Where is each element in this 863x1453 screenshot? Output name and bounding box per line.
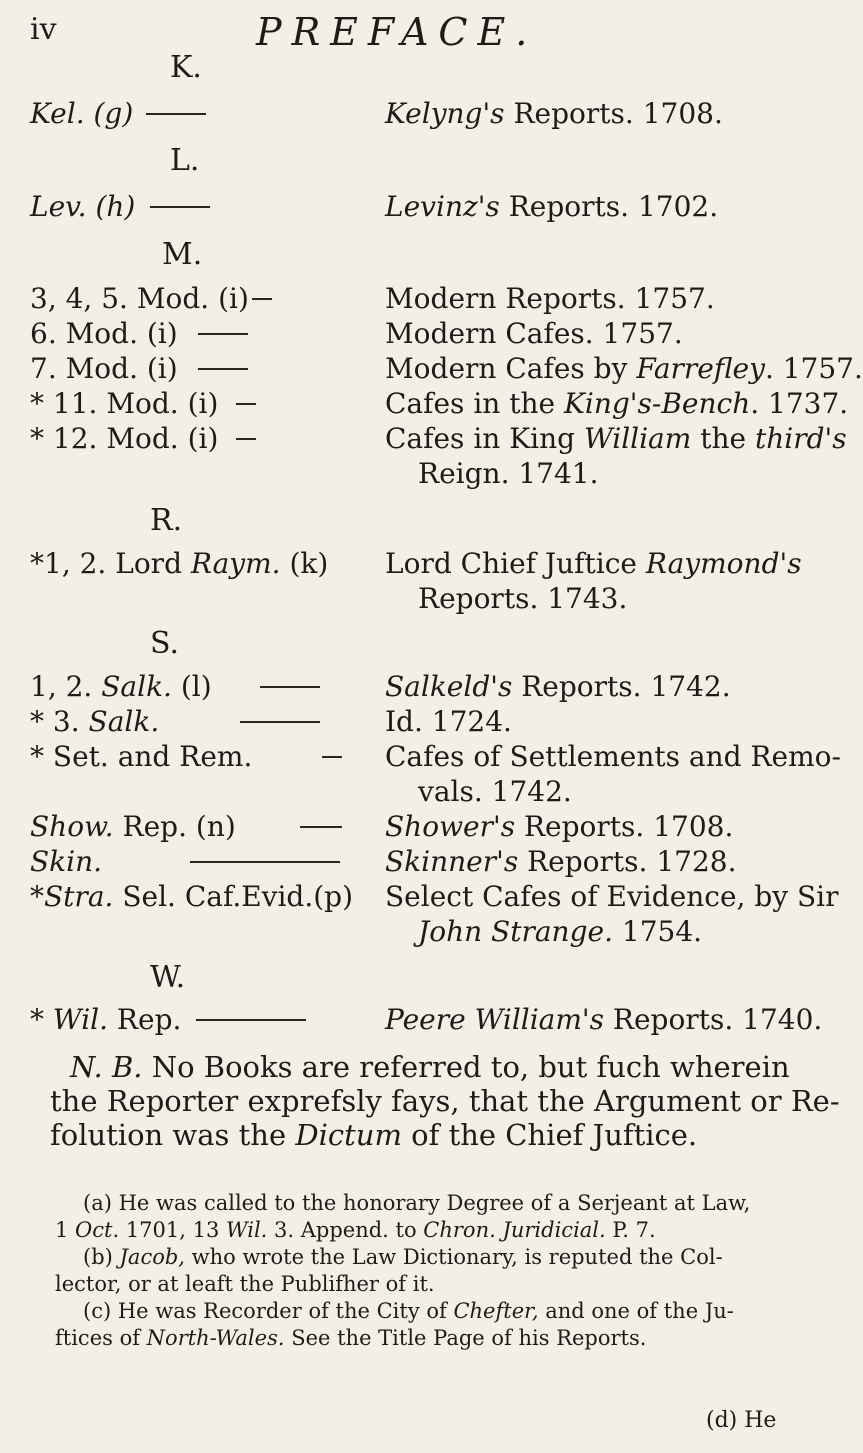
raym-description: Lord Chief Juftice Raymond's (385, 547, 802, 580)
nota-bene-line: the Reporter exprefsly fays, that the Argument or Re- (50, 1084, 840, 1118)
leader-dash (322, 756, 342, 758)
mod-11-abbreviation: * 11. Mod. (i) (30, 387, 219, 420)
footnote-b-line: (b) Jacob, who wrote the Law Dictionary, is reputed the Col- (83, 1245, 723, 1269)
mod-7-description: Modern Cafes by Farrefley. 1757. (385, 352, 863, 385)
salk-3-abbreviation: * 3. Salk. (30, 705, 160, 738)
leader-dash (236, 403, 256, 405)
footnote-c-line: (c) He was Recorder of the City of Chefter, and one of the Ju- (83, 1299, 734, 1323)
raym-abbreviation: *1, 2. Lord Raym. (k) (30, 547, 329, 580)
mod-12-abbreviation: * 12. Mod. (i) (30, 422, 219, 455)
salk-1-2-abbreviation: 1, 2. Salk. (l) (30, 670, 212, 703)
skin-description: Skinner's Reports. 1728. (385, 845, 737, 878)
leader-dash (190, 861, 340, 863)
set-rem-abbreviation: * Set. and Rem. (30, 740, 253, 773)
nota-bene-line: folution was the Dictum of the Chief Juftice. (50, 1118, 698, 1152)
mod-7-abbreviation: 7. Mod. (i) (30, 352, 178, 385)
skin-abbreviation: Skin. (30, 845, 103, 878)
footnote-c-line: ftices of North-Wales. See the Title Page of his Reports. (55, 1326, 647, 1350)
leader-dash (196, 1019, 306, 1021)
leader-dash (252, 298, 272, 300)
section-letter-r: R. (150, 503, 183, 538)
section-letter-k: K. (170, 50, 202, 85)
stra-description-continued: John Strange. 1754. (418, 915, 703, 948)
mod-12-description-continued: Reign. 1741. (418, 457, 599, 490)
section-letter-l: L. (170, 143, 200, 178)
page-number: iv (30, 12, 57, 47)
kel-abbreviation: Kel. (g) (30, 97, 134, 130)
mod-12-description: Cafes in King William the third's (385, 422, 847, 455)
leader-dash (236, 438, 256, 440)
leader-dash (240, 721, 320, 723)
set-rem-description: Cafes of Settlements and Remo- (385, 740, 841, 773)
mod-11-description: Cafes in the King's-Bench. 1737. (385, 387, 849, 420)
lev-abbreviation: Lev. (h) (30, 190, 136, 223)
raym-description-continued: Reports. 1743. (418, 582, 628, 615)
footnote-a-line: 1 Oct. 1701, 13 Wil. 3. Append. to Chron. Juridicial. P. 7. (55, 1218, 656, 1242)
show-abbreviation: Show. Rep. (n) (30, 810, 236, 843)
salk-1-2-description: Salkeld's Reports. 1742. (385, 670, 731, 703)
salk-3-description: Id. 1724. (385, 705, 512, 738)
page-title: PREFACE. (256, 10, 538, 54)
mod-3-4-5-abbreviation: 3, 4, 5. Mod. (i) (30, 282, 249, 315)
nota-bene-paragraph (50, 1050, 840, 1152)
leader-dash (198, 368, 248, 370)
stra-abbreviation: *Stra. Sel. Caf.Evid.(p) (30, 880, 354, 913)
section-letter-w: W. (150, 960, 186, 995)
nota-bene-line: N. B. No Books are referred to, but fuch wherein (70, 1050, 790, 1084)
leader-dash (260, 686, 320, 688)
leader-dash (300, 826, 342, 828)
footnote-a-line: (a) He was called to the honorary Degree of a Serjeant at Law, (83, 1191, 751, 1215)
mod-3-4-5-description: Modern Reports. 1757. (385, 282, 715, 315)
stra-description: Select Cafes of Evidence, by Sir (385, 880, 839, 913)
leader-dash (198, 333, 248, 335)
mod-6-abbreviation: 6. Mod. (i) (30, 317, 178, 350)
section-letter-s: S. (150, 626, 180, 661)
footnotes (55, 1190, 775, 1352)
wil-description: Peere William's Reports. 1740. (385, 1003, 823, 1036)
leader-dash (150, 206, 210, 208)
mod-6-description: Modern Cafes. 1757. (385, 317, 683, 350)
show-description: Shower's Reports. 1708. (385, 810, 734, 843)
footnote-b-line: lector, or at leaft the Publifher of it. (55, 1272, 435, 1296)
catchword: (d) He (706, 1408, 777, 1433)
leader-dash (146, 113, 206, 115)
lev-description: Levinz's Reports. 1702. (385, 190, 719, 223)
set-rem-description-continued: vals. 1742. (418, 775, 572, 808)
kel-description: Kelyng's Reports. 1708. (385, 97, 723, 130)
section-letter-m: M. (162, 237, 203, 272)
wil-abbreviation: * Wil. Rep. (30, 1003, 182, 1036)
